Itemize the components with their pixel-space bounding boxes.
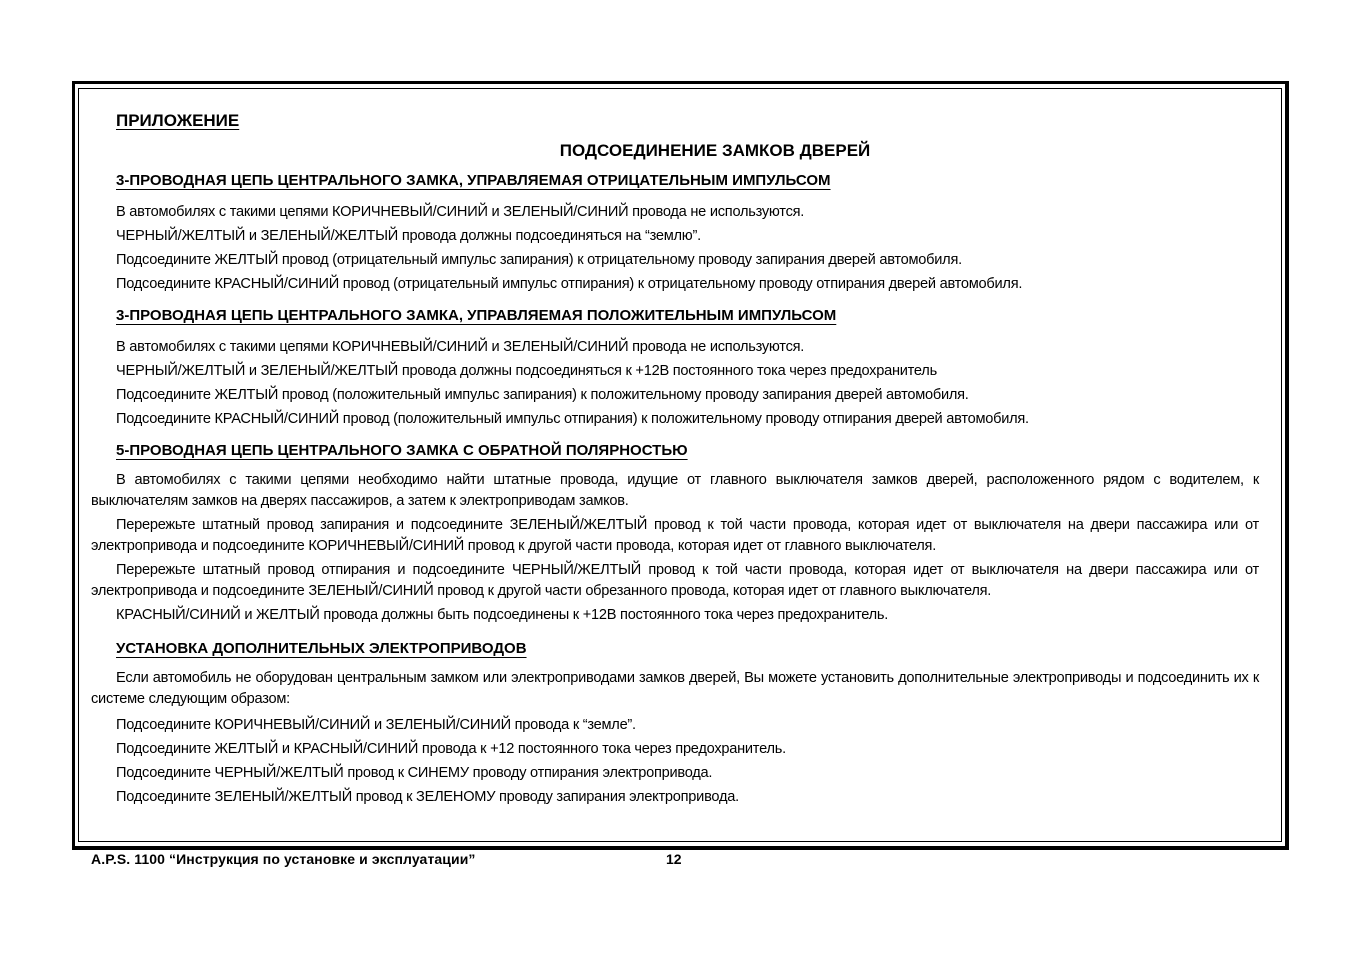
text-line: ЧЕРНЫЙ/ЖЕЛТЫЙ и ЗЕЛЕНЫЙ/ЖЕЛТЫЙ провода должны подсоединяться на “землю”.: [116, 228, 701, 244]
section-heading: УСТАНОВКА ДОПОЛНИТЕЛЬНЫХ ЭЛЕКТРОПРИВОДОВ: [116, 640, 527, 657]
footer-document-name: A.P.S. 1100 “Инструкция по установке и эксплуатации”: [91, 851, 476, 867]
section-additional-actuators: [91, 636, 1259, 809]
paragraph: Перережьте штатный провод отпирания и подсоедините ЧЕРНЫЙ/ЖЕЛТЫЙ провод к той части провода, которая идет от выключателя на двери пассажира или от электропривода и подсоедините ЗЕЛЕНЫЙ/СИНИЙ провод к другой части обрезанного провода, которая идет от главного выключателя.: [91, 562, 1259, 599]
text-line: Подсоедините КРАСНЫЙ/СИНИЙ провод (отрицательный импульс отпирания) к отрицательному проводу отпирания дверей автомобиля.: [116, 276, 1023, 292]
section-heading: 5-ПРОВОДНАЯ ЦЕПЬ ЦЕНТРАЛЬНОГО ЗАМКА С ОБРАТНОЙ ПОЛЯРНОСТЬЮ: [116, 442, 688, 459]
text-line: Подсоедините ЖЕЛТЫЙ провод (положительный импульс запирания) к положительному проводу запирания дверей автомобиля.: [116, 387, 969, 403]
footer-page-number: 12: [666, 851, 682, 867]
page-frame: [72, 81, 1289, 850]
text-line: Подсоедините КОРИЧНЕВЫЙ/СИНИЙ и ЗЕЛЕНЫЙ/СИНИЙ провода к “земле”.: [116, 717, 636, 733]
text-line: В автомобилях с такими цепями КОРИЧНЕВЫЙ/СИНИЙ и ЗЕЛЕНЫЙ/СИНИЙ провода не используются.: [116, 339, 805, 355]
document-body: [91, 108, 1259, 809]
section-heading: 3-ПРОВОДНАЯ ЦЕПЬ ЦЕНТРАЛЬНОГО ЗАМКА, УПРАВЛЯЕМАЯ ОТРИЦАТЕЛЬНЫМ ИМПУЛЬСОМ: [116, 172, 831, 189]
text-line: Подсоедините ЖЕЛТЫЙ и КРАСНЫЙ/СИНИЙ провода к +12 постоянного тока через предохранитель.: [116, 741, 786, 757]
text-line: Подсоедините ЗЕЛЕНЫЙ/ЖЕЛТЫЙ провод к ЗЕЛЕНОМУ проводу запирания электропривода.: [116, 789, 739, 805]
page-subtitle: ПОДСОЕДИНЕНИЕ ЗАМКОВ ДВЕРЕЙ: [559, 141, 871, 160]
text-line: Подсоедините ЖЕЛТЫЙ провод (отрицательный импульс запирания) к отрицательному проводу запирания дверей автомобиля.: [116, 252, 962, 268]
text-line: В автомобилях с такими цепями КОРИЧНЕВЫЙ/СИНИЙ и ЗЕЛЕНЫЙ/СИНИЙ провода не используются.: [116, 204, 805, 220]
section-reverse-polarity: [91, 438, 1259, 626]
paragraph: Перережьте штатный провод запирания и подсоедините ЗЕЛЕНЫЙ/ЖЕЛТЫЙ провод к той части провода, которая идет от выключателя на двери пассажира или от электропривода и подсоедините КОРИЧНЕВЫЙ/СИНИЙ провод к другой части провода, которая идет от главного выключателя.: [91, 517, 1259, 554]
paragraph: Если автомобиль не оборудован центральным замком или электроприводами замков дверей, Вы можете установить дополнительные электроприводы и подсоединить их к системе следующим образом:: [91, 670, 1259, 707]
section-negative-pulse: [91, 168, 1259, 296]
text-line: ЧЕРНЫЙ/ЖЕЛТЫЙ и ЗЕЛЕНЫЙ/ЖЕЛТЫЙ провода должны подсоединяться к +12В постоянного тока через предохранитель: [116, 363, 937, 379]
paragraph: В автомобилях с такими цепями необходимо найти штатные провода, идущие от главного выключателя замков дверей, расположенного рядом с водителем, к выключателям замков на дверях пассажиров, а затем к электроприводам замков.: [91, 472, 1259, 509]
appendix-title: ПРИЛОЖЕНИЕ: [116, 111, 240, 130]
text-line: Подсоедините КРАСНЫЙ/СИНИЙ провод (положительный импульс отпирания) к положительному проводу отпирания дверей автомобиля.: [116, 411, 1029, 427]
section-heading: 3-ПРОВОДНАЯ ЦЕПЬ ЦЕНТРАЛЬНОГО ЗАМКА, УПРАВЛЯЕМАЯ ПОЛОЖИТЕЛЬНЫМ ИМПУЛЬСОМ: [116, 307, 837, 324]
section-positive-pulse: [91, 303, 1259, 431]
paragraph: КРАСНЫЙ/СИНИЙ и ЖЕЛТЫЙ провода должны быть подсоединены к +12В постоянного тока через предохранитель.: [116, 607, 889, 623]
text-line: Подсоедините ЧЕРНЫЙ/ЖЕЛТЫЙ провод к СИНЕМУ проводу отпирания электропривода.: [116, 765, 713, 781]
